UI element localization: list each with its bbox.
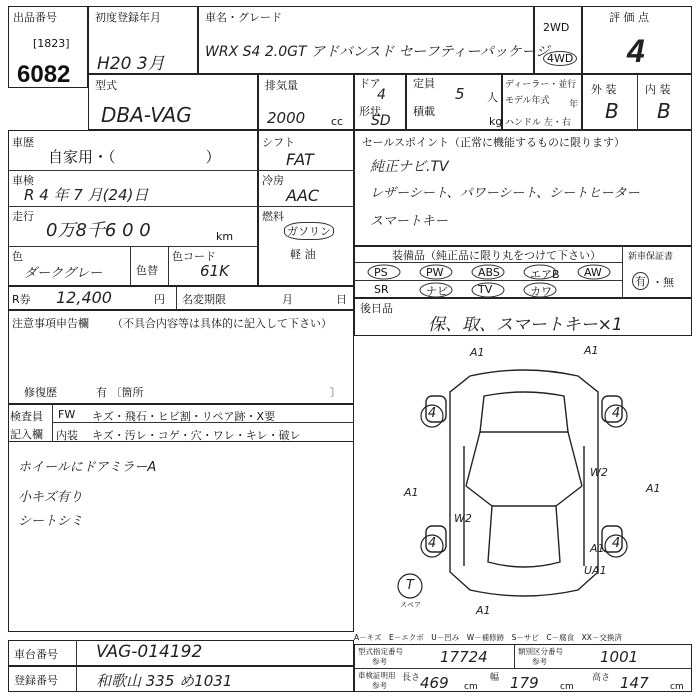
lot-box	[8, 6, 88, 88]
width-value: 179	[510, 674, 539, 692]
capacity-box	[406, 74, 502, 130]
height-label: 高さ	[592, 673, 611, 683]
cert-sub: 参考	[372, 681, 387, 690]
ac-value: AAC	[286, 186, 320, 205]
divider	[622, 246, 623, 298]
drive-box	[534, 6, 582, 74]
body-mark: A1	[590, 542, 605, 555]
type-box	[88, 74, 258, 130]
color-change-label: 色替	[136, 264, 158, 277]
color-label: 色	[12, 250, 23, 263]
divider	[354, 262, 622, 263]
body-mark: W2	[454, 512, 472, 525]
history-value: 自家用・（ ）	[48, 148, 221, 166]
displacement-value: 2000	[267, 109, 306, 127]
shaken-value: R 4 年 7 月(24)日	[24, 186, 149, 204]
inspector-label: 検査員	[10, 410, 43, 423]
dealer-box	[502, 74, 582, 130]
divider	[258, 170, 354, 171]
type-ref-sub: 参考	[372, 657, 387, 666]
recycle-label: R券	[12, 293, 31, 306]
ac-label: 冷房	[262, 174, 284, 187]
type-ref-label: 型式指定番号	[358, 647, 403, 656]
length-unit: cm	[464, 682, 478, 692]
color-code-value: 61K	[200, 262, 229, 280]
mileage-label: 走行	[12, 210, 34, 223]
body-mark: A1	[476, 604, 491, 617]
shape-label: 形状	[359, 105, 381, 118]
reg-value: 和歌山 335 め1031	[96, 672, 233, 690]
model-box	[198, 6, 550, 74]
repair-value: 有 〔箇所	[96, 386, 144, 399]
equip-item: TV	[478, 283, 493, 296]
first-reg-label: 初度登録年月	[95, 11, 161, 24]
repair-close: 〕	[330, 386, 341, 399]
tire-mark: 4	[428, 536, 437, 551]
recycle-unit: 円	[154, 293, 165, 306]
equip-item: AW	[584, 266, 602, 279]
repair-label: 修復歴	[24, 386, 57, 399]
spare-sub: スペア	[400, 601, 421, 609]
ext-value: B	[605, 99, 619, 123]
type-label: 型式	[95, 79, 117, 92]
body-mark: A1	[404, 486, 419, 499]
drive-label: 2WD	[543, 21, 570, 34]
mileage-value: 0万8千6 0 0	[46, 220, 151, 241]
width-label: 幅	[490, 673, 500, 683]
day-unit: 日	[336, 293, 347, 306]
length-label: 長さ	[402, 673, 421, 683]
door-box	[354, 74, 406, 130]
warranty-label: 新車保証書	[628, 252, 674, 262]
car-line	[556, 486, 582, 506]
shape-value: SD	[371, 113, 391, 129]
length-value: 469	[420, 674, 449, 692]
equip-item: PW	[426, 266, 444, 279]
shift-label: シフト	[262, 136, 295, 149]
first-reg-value: H20 3月	[97, 54, 165, 74]
notes-hint: （不具合内容等は具体的に記入して下さい）	[112, 317, 332, 330]
mileage-unit: km	[216, 230, 234, 243]
vin-value: VAG-014192	[96, 642, 203, 662]
shaken-label: 車検	[12, 174, 34, 187]
car-roof	[488, 506, 560, 567]
capacity-label: 定員	[413, 77, 435, 90]
body-mark: A1	[470, 346, 485, 359]
lot-label: 出品番号	[13, 11, 57, 24]
divider	[354, 668, 692, 669]
fuel-label: 燃料	[262, 210, 284, 223]
model-label: 車名・グレード	[205, 11, 282, 24]
int-value: B	[657, 99, 671, 123]
displacement-unit: cc	[331, 115, 344, 128]
door-label: ドア	[359, 77, 381, 90]
shift-value: FAT	[286, 150, 314, 169]
fuel-diesel: 軽 油	[290, 248, 316, 261]
warranty-no: ・無	[652, 276, 674, 289]
car-diagram	[354, 336, 692, 628]
sales-point: スマートキー	[370, 214, 448, 229]
body-mark: A1	[584, 344, 599, 357]
fw-items: キズ・飛石・ヒビ割・リペア跡・X要	[92, 410, 276, 423]
divider	[176, 286, 177, 310]
name-change-label: 名変期限	[182, 293, 226, 306]
ext-label: 外 装	[591, 83, 617, 96]
spare-mark: T	[406, 578, 414, 593]
car-hood	[480, 392, 568, 432]
class-ref-label: 類別区分番号	[518, 647, 563, 656]
type-value: DBA-VAG	[101, 103, 192, 127]
drive-value: 4WD	[543, 51, 577, 66]
divider	[8, 206, 258, 207]
int-label: 内 装	[645, 83, 671, 96]
sales-point: 純正ナビ.TV	[370, 159, 449, 175]
type-ref-value: 17724	[440, 648, 488, 666]
recycle-value: 12,400	[56, 288, 112, 307]
height-value: 147	[620, 674, 649, 692]
history-label: 車歴	[12, 136, 34, 149]
fw-label: FW	[58, 408, 76, 421]
car-outline	[450, 370, 598, 596]
load-unit: kg	[489, 115, 503, 128]
door-value: 4	[377, 87, 386, 103]
class-ref-value: 1001	[600, 648, 639, 666]
dealer-label: ディーラー・並行	[505, 80, 577, 90]
grade-box	[582, 6, 692, 74]
ext-int-box	[582, 74, 692, 130]
equip-item: SR	[374, 283, 389, 296]
equip-item: ABS	[478, 266, 500, 279]
first-reg-box	[88, 6, 198, 74]
entry-label: 記入欄	[10, 428, 43, 441]
equip-item: PS	[374, 266, 388, 279]
reg-label: 登録番号	[14, 674, 58, 687]
capacity-unit: 人	[487, 91, 498, 104]
grade-value: 4	[627, 33, 645, 69]
body-mark: UA1	[584, 564, 607, 577]
car-line	[466, 432, 480, 486]
tire-mark: 4	[612, 406, 621, 421]
load-label: 積載	[413, 105, 435, 118]
year-unit: 年	[569, 100, 579, 110]
color-value: ダークグレー	[24, 266, 103, 281]
car-line	[466, 486, 492, 506]
equip-label: 装備品（純正品に限り丸をつけて下さい）	[392, 249, 601, 262]
divider	[8, 170, 258, 171]
handle-label: ハンドル 左・右	[505, 118, 571, 128]
month-unit: 月	[282, 293, 293, 306]
tire-mark: 4	[612, 536, 621, 551]
color-code-label: 色コード	[172, 250, 216, 263]
remark-line: ホイールにドアミラーA	[18, 460, 157, 475]
displacement-box	[258, 74, 354, 130]
remark-line: 小キズ有り	[18, 490, 83, 505]
divider	[52, 404, 53, 442]
ext-int-divider	[637, 75, 638, 131]
lot-sub: [1823]	[33, 37, 70, 50]
grade-label: 評 価 点	[609, 11, 649, 24]
fuel-gasoline: ガソリン	[284, 222, 334, 240]
model-year-label: モデル年式	[505, 96, 550, 106]
body-mark: A1	[646, 482, 661, 495]
sales-point: レザーシート、パワーシート、シートヒーター	[370, 186, 640, 201]
lot-number: 6082	[17, 61, 71, 88]
cert-label: 車検証明用	[358, 671, 396, 680]
divider	[514, 644, 515, 668]
displacement-label: 排気量	[265, 79, 298, 92]
equip-item: カワ	[530, 285, 552, 298]
interior-label: 内装	[56, 429, 78, 442]
divider	[354, 280, 622, 281]
divider	[130, 246, 131, 286]
tire-mark: 4	[428, 406, 437, 421]
capacity-value: 5	[455, 85, 465, 103]
sales-label: セールスポイント（正常に機能するものに限ります）	[362, 136, 626, 149]
width-unit: cm	[560, 682, 574, 692]
interior-items: キズ・汚レ・コゲ・穴・ワレ・キレ・破レ	[92, 429, 301, 442]
warranty-yes: 有	[632, 272, 649, 290]
equip-item: エアB	[530, 268, 560, 281]
trunk-value: 保、取、スマートキー×1	[428, 315, 623, 335]
body-mark: W2	[590, 466, 608, 479]
equip-item: ナビ	[426, 285, 448, 298]
notes-label: 注意事項申告欄	[12, 317, 89, 330]
remark-line: シートシミ	[18, 514, 84, 529]
divider	[8, 246, 258, 247]
divider	[258, 206, 354, 207]
vin-label: 車台番号	[14, 648, 58, 661]
height-unit: cm	[670, 682, 684, 692]
divider	[168, 246, 169, 286]
class-ref-sub: 参考	[532, 657, 547, 666]
model-value: WRX S4 2.0GT アドバンスド セーフティーパッケージ	[205, 44, 550, 60]
damage-legend: A－キズ E－エクボ U－凹み W－補修跡 S－サビ C－腐食 XX－交換済	[354, 633, 622, 642]
trunk-label: 後日品	[360, 302, 393, 315]
car-line	[568, 432, 582, 486]
